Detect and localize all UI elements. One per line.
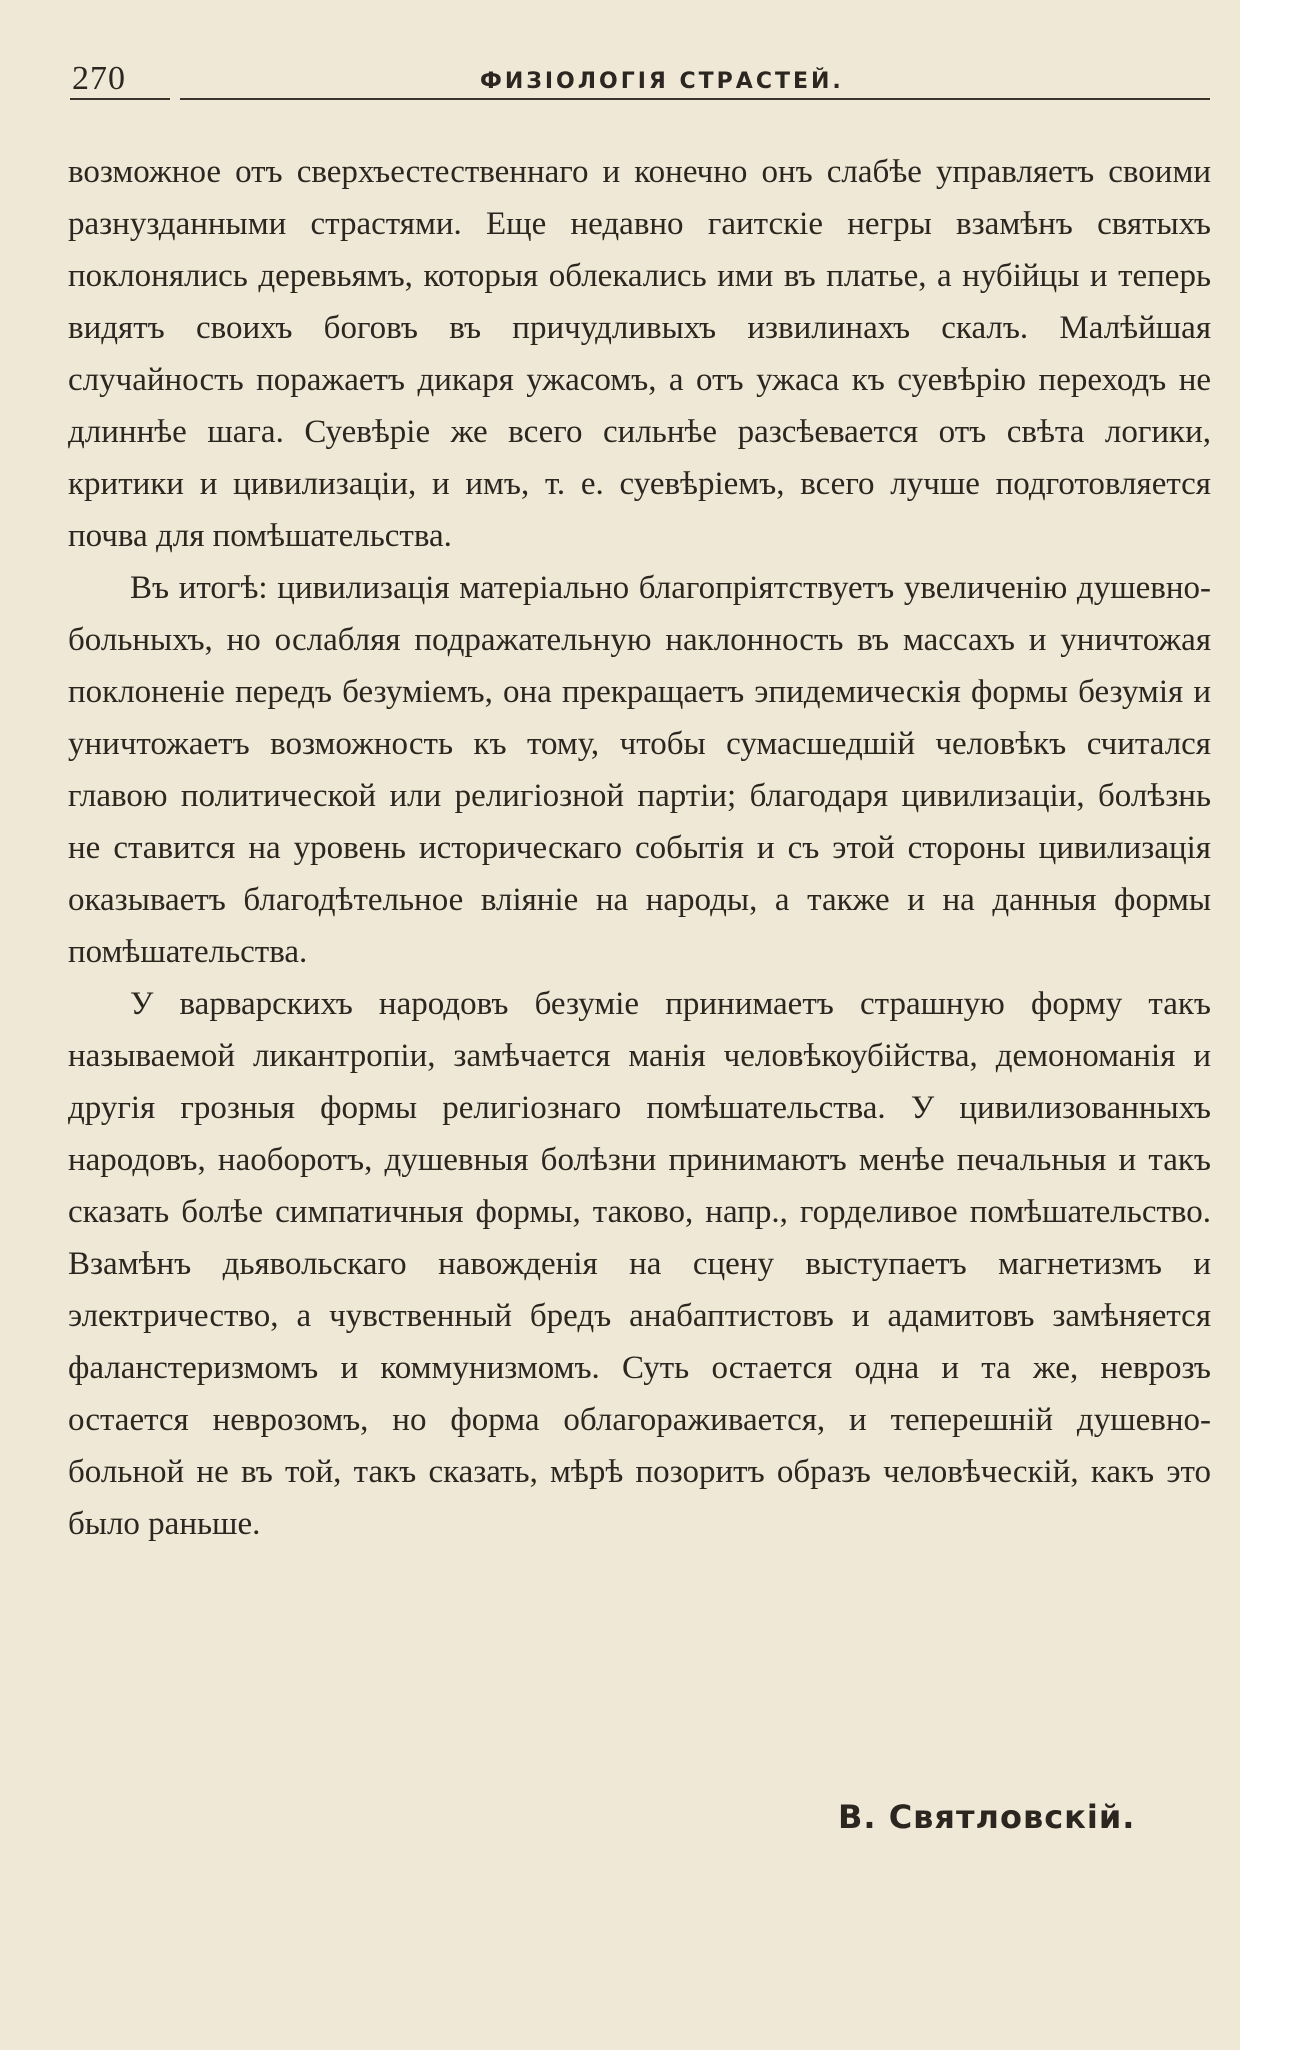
body-text bbox=[68, 146, 1211, 1550]
paragraph-1: возможное отъ сверхъестественнаго и конечно онъ слабѣе управляетъ своими разнузданными страстями. Еще недавно гаитскіе негры взамѣнъ святыхъ поклонялись деревьямъ, которыя облекались ими въ платье, а нубійцы и теперь видятъ своихъ боговъ въ причудливыхъ извилинахъ скалъ. Малѣйшая случайность поражаетъ дикаря ужасомъ, а отъ ужаса къ суевѣрію переходъ не длиннѣе шага. Суевѣріе же всего сильнѣе разсѣевается отъ свѣта логики, критики и цивилизаціи, и имъ, т. е. суевѣріемъ, всего лучше подготовляется почва для помѣшательства. bbox=[68, 154, 1211, 554]
paragraph-3: У варварскихъ народовъ безуміе принимаетъ страшную форму такъ называемой ликантропіи, замѣчается манія человѣкоубійства, демономанія и другія грозныя формы религіознаго помѣшательства. У цивилизованныхъ народовъ, наоборотъ, душевныя болѣзни принимаютъ менѣе печальныя и такъ сказать болѣе симпатичныя формы, таково, напр., горделивое помѣшательство. Взамѣнъ дьявольскаго навожденія на сцену выступаетъ магнетизмъ и электричество, а чувственный бредъ анабаптистовъ и адамитовъ замѣняется фаланстеризмомъ и коммунизмомъ. Суть остается одна и та же, неврозъ остается неврозомъ, но форма облагораживается, и теперешній душевно-больной не въ той, такъ сказать, мѣрѣ позоритъ образъ человѣческій, какъ это было раньше. bbox=[68, 986, 1211, 1542]
header-rule-right bbox=[180, 98, 1210, 100]
page-header bbox=[70, 52, 1210, 100]
page-number: 270 bbox=[72, 60, 126, 97]
paragraph-2: Въ итогѣ: цивилизація матеріально благопріятствуетъ увеличенію душевно-больныхъ, но ослабляя подражательную наклонность въ массахъ и уничтожая поклоненіе передъ безуміемъ, она прекращаетъ эпидемическія формы безумія и уничтожаетъ возможность къ тому, чтобы сумасшедшій человѣкъ считался главою политической или религіозной партіи; благодаря цивилизаціи, болѣзнь не ставится на уровень историческаго событія и съ этой стороны цивилизація оказываетъ благодѣтельное вліяніе на народы, а также и на данныя формы помѣшательства. bbox=[68, 570, 1211, 970]
running-title: ФИЗIОЛОГIЯ СТРАСТЕЙ. bbox=[480, 69, 844, 94]
author-signature: В. Святловскій. bbox=[838, 1798, 1136, 1836]
header-rule-left bbox=[70, 98, 170, 100]
